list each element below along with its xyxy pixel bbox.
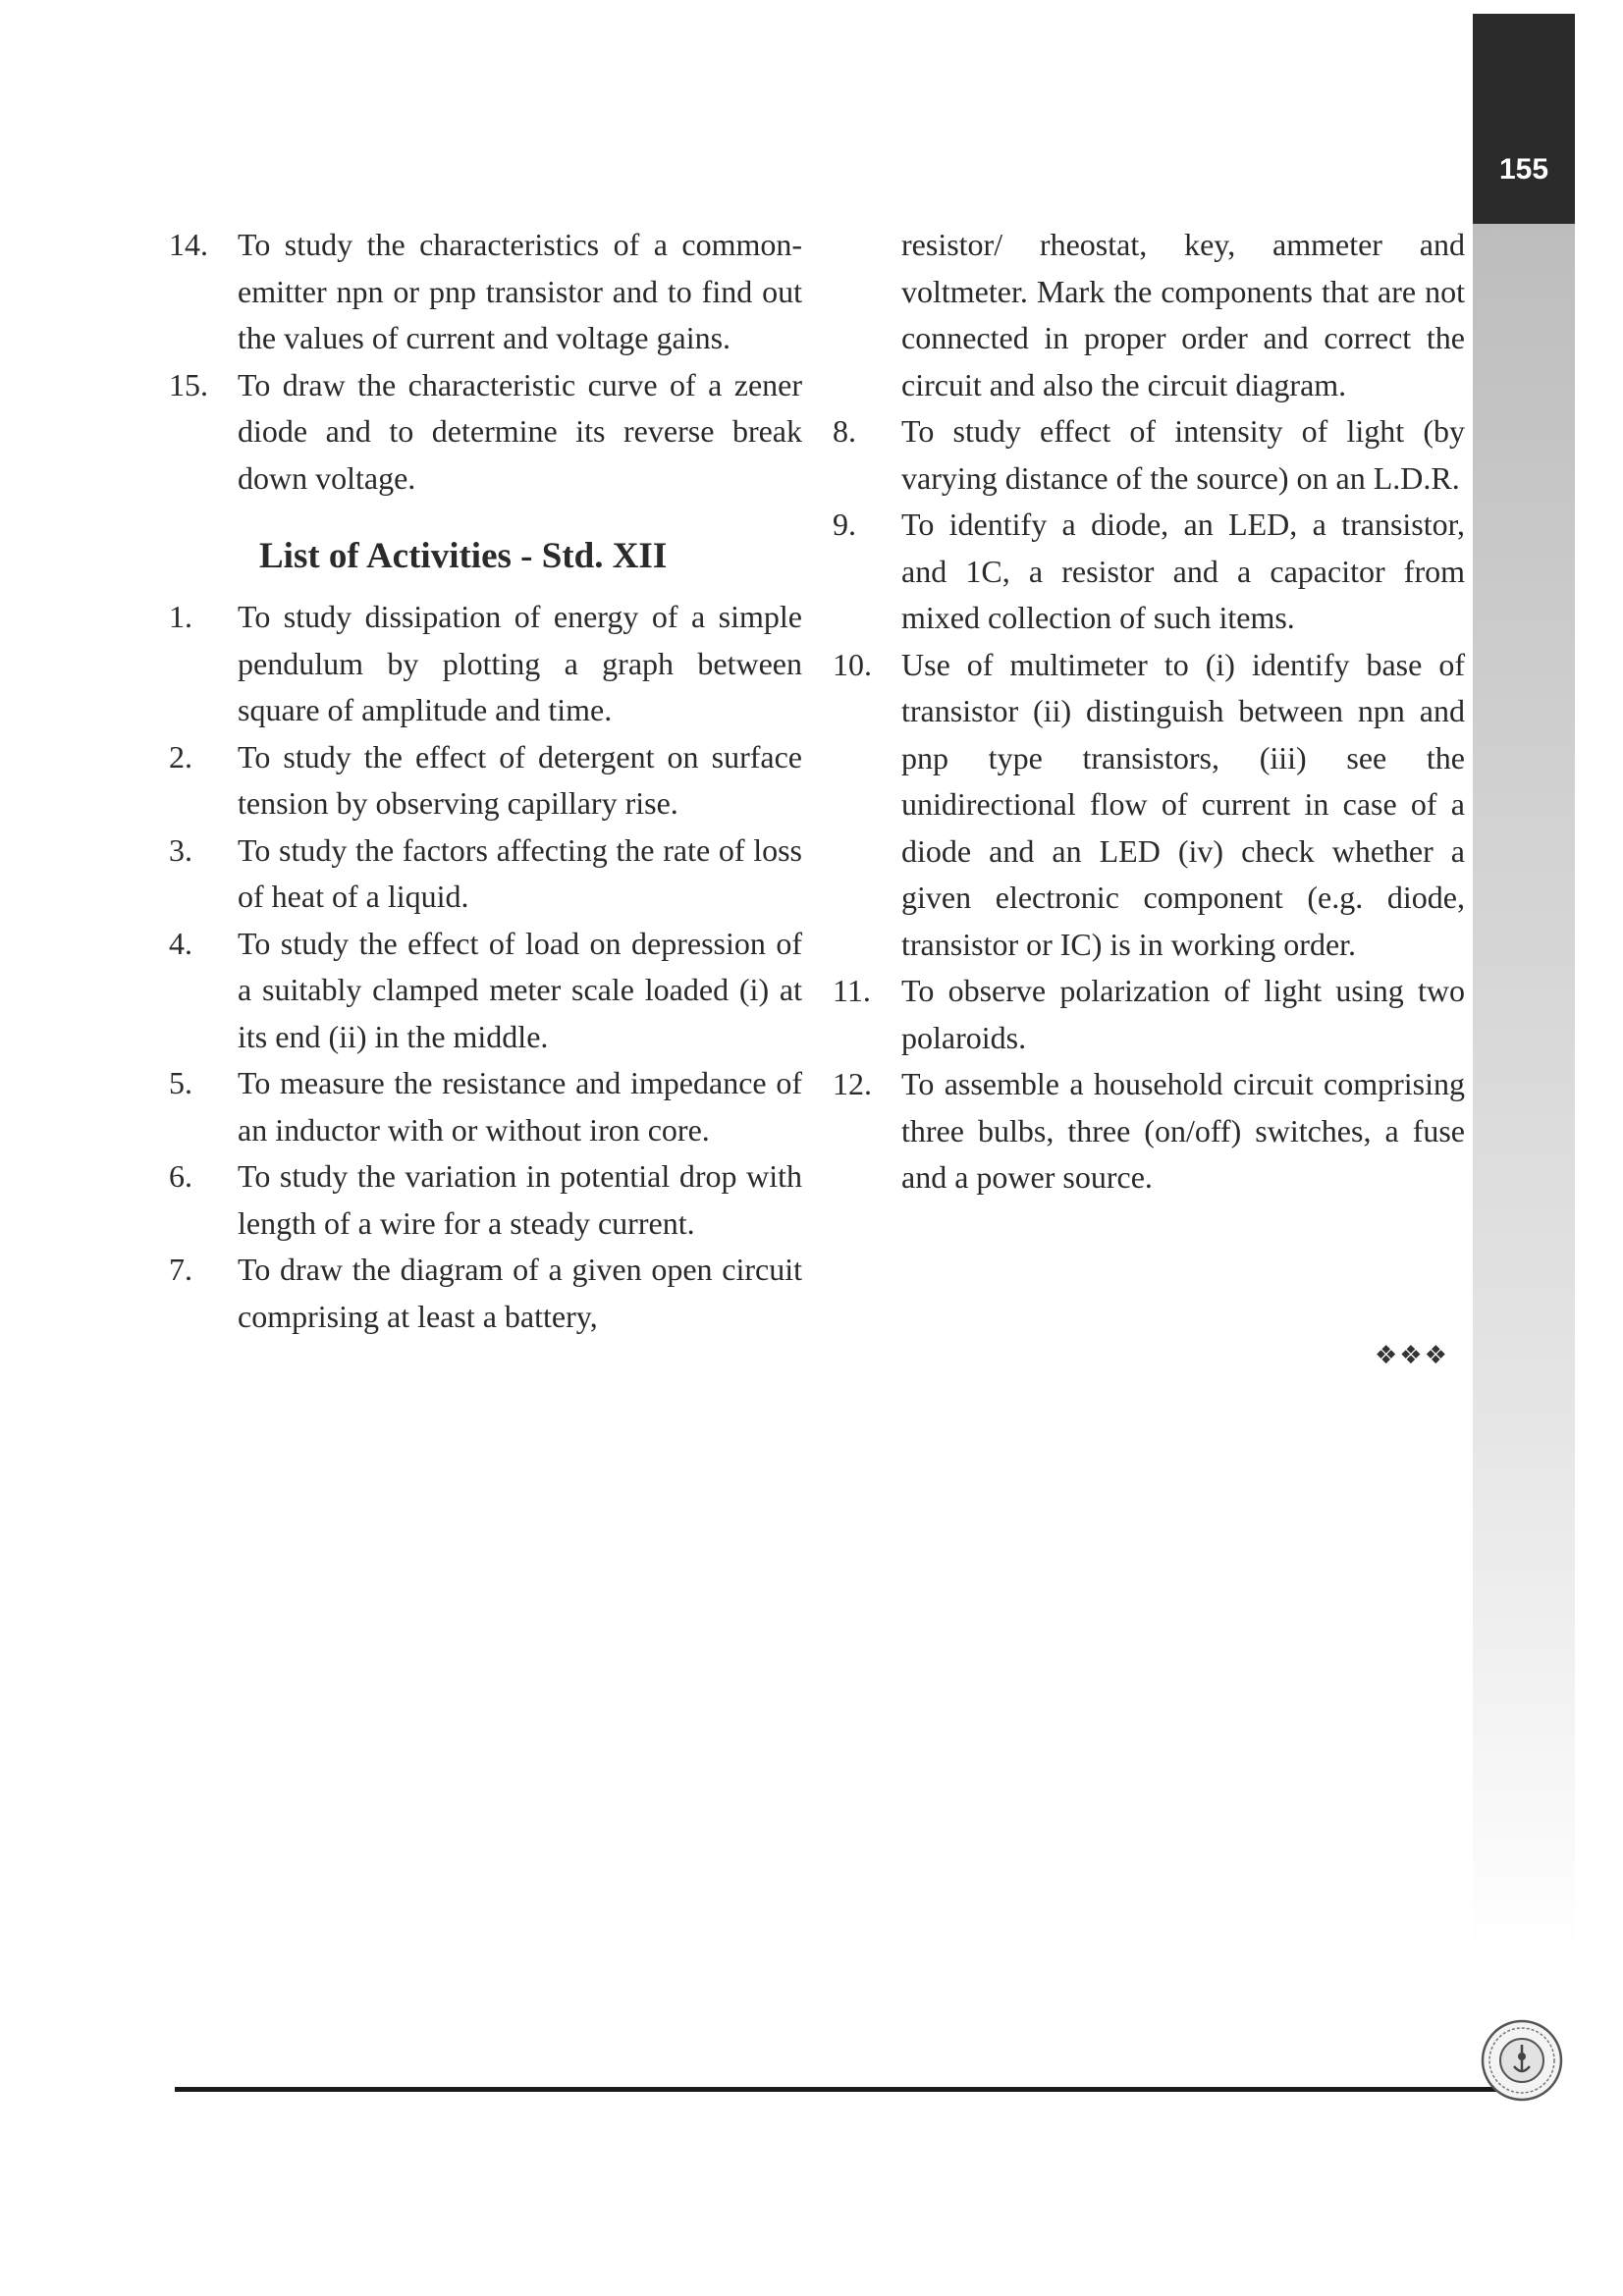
seal-icon: [1479, 2017, 1565, 2104]
item-text: To study the characteristics of a common-emitter npn or pnp transistor and to find out the values of current and voltage gains.: [238, 227, 802, 355]
item-text: To study the effect of load on depression of a suitably clamped meter scale loaded (i) at its end (ii) in the middle.: [238, 925, 802, 1054]
list-item: [169, 1247, 802, 1340]
item-text: To study dissipation of energy of a simple pendulum by plotting a graph between square of amplitude and time.: [238, 599, 802, 727]
item-text: To observe polarization of light using two polaroids.: [901, 973, 1465, 1055]
right-column: [833, 222, 1465, 1201]
left-column: [169, 222, 802, 1340]
item-text: To assemble a household circuit comprising three bulbs, three (on/off) switches, a fuse and a power source.: [901, 1066, 1465, 1195]
list-item: [169, 1060, 802, 1153]
item-text: To study effect of intensity of light (by varying distance of the source) on an L.D.R.: [901, 413, 1465, 496]
item-number: 9.: [833, 507, 856, 542]
list-item: [833, 968, 1465, 1061]
item-number: 7.: [169, 1252, 192, 1287]
item-number: 4.: [169, 925, 192, 961]
item-text: resistor/ rheostat, key, ammeter and voltmeter. Mark the components that are not connected in proper order and correct the circuit and also the circuit diagram.: [901, 227, 1465, 402]
item-text: Use of multimeter to (i) identify base of transistor (ii) distinguish between npn and pnp type transistors, (iii) see the unidirectional flow of current in case of a diode and an LED (iv) check whether a given electronic component (e.g. diode, transistor or IC) is in working order.: [901, 646, 1465, 962]
item-number: 6.: [169, 1158, 192, 1194]
item-text: To draw the characteristic curve of a zener diode and to determine its reverse break down voltage.: [238, 366, 802, 496]
item-text: To study the effect of detergent on surface tension by observing capillary rise.: [238, 738, 802, 821]
item-number: 11.: [833, 973, 871, 1008]
page-number: 155: [1498, 153, 1549, 186]
list-item: [833, 502, 1465, 642]
item-number: 1.: [169, 599, 192, 634]
item-number: 5.: [169, 1065, 192, 1100]
item-number: 10.: [833, 646, 872, 682]
list-item: [169, 734, 802, 828]
page-tab: [1473, 14, 1575, 224]
item-number: 8.: [833, 413, 856, 449]
margin-gradient-band: [1473, 224, 1575, 1953]
item-number: 12.: [833, 1066, 872, 1101]
item-text: To study the variation in potential drop with length of a wire for a steady current.: [238, 1158, 802, 1241]
item-text: To draw the diagram of a given open circuit comprising at least a battery,: [238, 1252, 802, 1334]
section-heading: List of Activities - Std. XII: [259, 536, 668, 576]
item-text: To measure the resistance and impedance of an inductor with or without iron core.: [238, 1065, 802, 1148]
list-item: [169, 222, 802, 362]
item-text: To identify a diode, an LED, a transistor, and 1C, a resistor and a capacitor from mixed collection of such items.: [901, 507, 1465, 635]
list-item: [833, 1061, 1465, 1201]
item-number: 3.: [169, 831, 192, 868]
list-item: [169, 594, 802, 734]
section-end-ornament: ❖❖❖: [1375, 1341, 1449, 1370]
list-item: [833, 642, 1465, 969]
footer-rule: [175, 2087, 1496, 2092]
list-item: [169, 1153, 802, 1247]
item-text: To study the factors affecting the rate of loss of heat of a liquid.: [238, 831, 802, 914]
item-number: 2.: [169, 738, 192, 774]
list-item-continuation: [833, 222, 1465, 408]
list-item: [169, 362, 802, 503]
list-item: [169, 828, 802, 921]
list-item: [833, 408, 1465, 502]
list-item: [169, 921, 802, 1061]
item-number: 14.: [169, 227, 208, 262]
item-number: 15.: [169, 366, 208, 402]
